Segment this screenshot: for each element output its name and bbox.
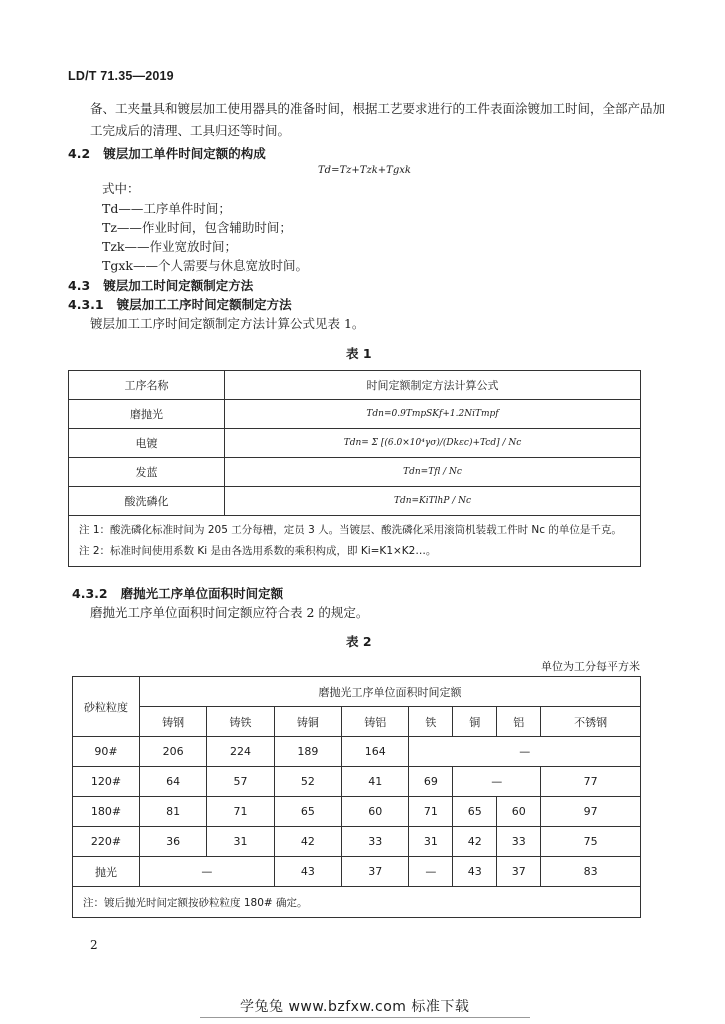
process-formula: Tdn=Tfl / Nc [225, 458, 641, 487]
table-note-1: 注 1：酸洗磷化标准时间为 205 工分每槽，定员 3 人。当镀层、酸洗磷化采用滚筒机装载工件时 Nc 的单位是千克。 [79, 524, 622, 536]
table-cell: 69 [409, 767, 453, 797]
column-header: 铸铁 [207, 707, 274, 737]
process-formula: Tdn=KiTlhP / Nc [225, 487, 641, 516]
table-cell: 97 [541, 797, 641, 827]
column-header: 不锈钢 [541, 707, 641, 737]
table-cell: 43 [453, 857, 497, 887]
column-header: 铁 [409, 707, 453, 737]
table-cell: 189 [274, 737, 341, 767]
column-header: 时间定额制定方法计算公式 [225, 371, 641, 400]
table-cell: 206 [140, 737, 207, 767]
section-4-2-heading [68, 144, 266, 162]
table-cell: 65 [453, 797, 497, 827]
section-4-3-heading [68, 276, 253, 294]
definition-td: Td——工序单件时间； [102, 201, 231, 216]
table-cell: — [140, 857, 275, 887]
intro-line-1: 备、工夹量具和镀层加工使用器具的准备时间，根据工艺要求进行的工件表面涂镀加工时间，全部产品加 [90, 101, 666, 116]
table-cell: 71 [207, 797, 274, 827]
section-title: 镀层加工时间定额制定方法 [103, 278, 254, 293]
section-4-3-1-heading [68, 295, 292, 313]
table-row [73, 767, 641, 797]
footer-watermark[interactable]: 学兔兔 www.bzfxw.com 标准下载 [240, 999, 470, 1015]
column-header: 铸铜 [274, 707, 341, 737]
page-number: 2 [90, 938, 98, 952]
section-4-3-2-text: 磨抛光工序单位面积时间定额应符合表 2 的规定。 [90, 605, 369, 620]
table-cell: 71 [409, 797, 453, 827]
table-row [73, 797, 641, 827]
section-number: 4.3.1 [68, 297, 104, 312]
section-title: 镀层加工工序时间定额制定方法 [116, 297, 292, 312]
table-row [73, 827, 641, 857]
table-cell: 33 [497, 827, 541, 857]
table-row [69, 429, 641, 458]
td-formula: Td=Tz+Tzk+Tgxk [318, 165, 411, 176]
table-cell: — [409, 737, 641, 767]
table-cell: — [453, 767, 541, 797]
definition-tgxk: Tgxk——个人需要与休息宽放时间。 [102, 258, 308, 273]
column-header: 铝 [497, 707, 541, 737]
table-cell: 224 [207, 737, 274, 767]
table-cell: 43 [274, 857, 341, 887]
table-cell: 31 [207, 827, 274, 857]
table-header-row [73, 707, 641, 737]
row-header: 砂粒粒度 [73, 677, 140, 737]
table-cell: 83 [541, 857, 641, 887]
table-2-caption: 表 2 [346, 634, 372, 649]
table-cell: 60 [342, 797, 409, 827]
table-note: 注：镀后抛光时间定额按砂粒粒度 180# 确定。 [73, 887, 641, 918]
intro-line-2: 工完成后的清理、工具归还等时间。 [90, 123, 291, 138]
table-cell: 41 [342, 767, 409, 797]
table-cell: 65 [274, 797, 341, 827]
table-row [73, 737, 641, 767]
table-cell: 164 [342, 737, 409, 767]
table-cell: 36 [140, 827, 207, 857]
definition-tz: Tz——作业时间，包含辅助时间； [102, 220, 292, 235]
grit-cell: 120# [73, 767, 140, 797]
section-number: 4.2 [68, 146, 91, 161]
process-formula: Tdn=0.9TmpSKf+1.2NiTmpf [225, 400, 641, 429]
grit-cell: 90# [73, 737, 140, 767]
grit-cell: 抛光 [73, 857, 140, 887]
section-4-3-2-heading [72, 584, 283, 602]
section-title: 镀层加工单件时间定额的构成 [103, 146, 266, 161]
table-cell: 60 [497, 797, 541, 827]
footer-divider [200, 1017, 530, 1018]
table-2 [72, 676, 641, 918]
table-header-row [69, 371, 641, 400]
definition-tzk: Tzk——作业宽放时间； [102, 239, 237, 254]
table-notes [69, 516, 641, 567]
section-number: 4.3 [68, 278, 91, 293]
table-cell: 75 [541, 827, 641, 857]
group-header: 磨抛光工序单位面积时间定额 [140, 677, 641, 707]
section-title: 磨抛光工序单位面积时间定额 [120, 586, 284, 601]
column-header: 铜 [453, 707, 497, 737]
table-header-row [73, 677, 641, 707]
column-header: 工序名称 [69, 371, 225, 400]
table-cell: 57 [207, 767, 274, 797]
table-cell: 52 [274, 767, 341, 797]
table-cell: 37 [342, 857, 409, 887]
grit-cell: 180# [73, 797, 140, 827]
table-note-row [73, 887, 641, 918]
process-name: 磨抛光 [69, 400, 225, 429]
where-label: 式中： [102, 181, 140, 196]
table-cell: — [409, 857, 453, 887]
section-4-3-1-text: 镀层加工工序时间定额制定方法计算公式见表 1。 [90, 316, 365, 331]
table-note-row [69, 516, 641, 567]
table-cell: 37 [497, 857, 541, 887]
table-cell: 42 [453, 827, 497, 857]
column-header: 铸钢 [140, 707, 207, 737]
table-cell: 77 [541, 767, 641, 797]
table-row [69, 400, 641, 429]
process-name: 电镀 [69, 429, 225, 458]
table-cell: 64 [140, 767, 207, 797]
table-cell: 31 [409, 827, 453, 857]
table-row [73, 857, 641, 887]
table-1 [68, 370, 641, 567]
table-note-2: 注 2：标准时间使用系数 Ki 是由各选用系数的乘积构成，即 Ki=K1×K2…。 [79, 545, 437, 557]
process-name: 发蓝 [69, 458, 225, 487]
table-row [69, 458, 641, 487]
standard-number: LD/T 71.35—2019 [68, 69, 174, 83]
process-name: 酸洗磷化 [69, 487, 225, 516]
table-row [69, 487, 641, 516]
section-number: 4.3.2 [72, 586, 108, 601]
table-cell: 81 [140, 797, 207, 827]
table-1-caption: 表 1 [346, 346, 372, 361]
column-header: 铸铝 [342, 707, 409, 737]
process-formula: Tdn= Σ [(6.0×10⁴γσ)/(Dkεc)+Tcd] / Nc [225, 429, 641, 458]
grit-cell: 220# [73, 827, 140, 857]
table-cell: 33 [342, 827, 409, 857]
table-2-unit: 单位为工分每平方米 [541, 660, 640, 673]
table-cell: 42 [274, 827, 341, 857]
